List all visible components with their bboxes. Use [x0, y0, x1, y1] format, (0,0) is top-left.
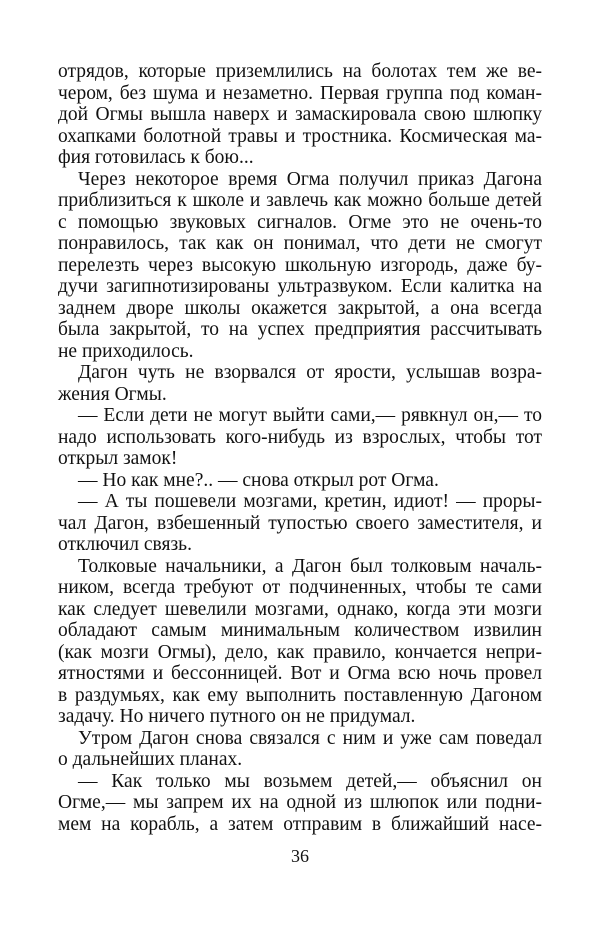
text-line: жения Огмы.	[58, 383, 167, 405]
text-line: не приходилось.	[58, 340, 194, 362]
text-line: отключил связь.	[58, 534, 192, 555]
text-line: — Но как мне?.. — снова открыл рот Огма.	[78, 469, 439, 491]
text-line: ятностями и бессонницей. Вот и Огма всю ночь провел	[58, 663, 542, 684]
text-line: дучи загипнотизированы ультразвуком. Если калитка на	[58, 276, 542, 297]
text-line: Толковые начальники, а Дагон был толковым началь-	[78, 555, 542, 577]
text-line: ником, всегда требуют от подчиненных, чтобы те сами	[58, 577, 542, 598]
text-line: задачу. Но ничего путного он не придумал.	[58, 706, 416, 727]
book-page-body	[58, 61, 542, 835]
text-line: была закрытой, то на успех предприятия рассчитывать	[58, 319, 542, 340]
page-number: 36	[291, 846, 309, 866]
text-line: открыл замок!	[58, 448, 178, 469]
text-line: заднем дворе школы окажется закрытой, а она всегда	[58, 297, 542, 319]
text-line: фия готовилась к бою...	[58, 147, 254, 168]
text-line: — А ты пошевели мозгами, кретин, идиот! — проры-	[78, 491, 542, 512]
text-line: отрядов, которые приземлились на болотах тем же ве-	[58, 61, 542, 82]
text-line: приблизиться к школе и завлечь как можно больше детей	[58, 190, 542, 211]
text-line: чал Дагон, взбешенный тупостью своего заместителя, и	[58, 512, 542, 534]
text-line: — Как только мы возьмем детей,— объяснил он	[78, 770, 542, 792]
text-line: охапками болотной травы и тростника. Космическая ма-	[58, 125, 542, 147]
text-line: (как мозги Огмы), дело, как правило, кончается непри-	[58, 641, 542, 663]
text-line: — Если дети не могут выйти сами,— рявкнул он,— то	[78, 405, 542, 426]
text-line: как следует шевелили мозгами, однако, когда эти мозги	[58, 598, 542, 620]
text-line: о дальнейших планах.	[58, 749, 243, 770]
text-line: понравилось, так как он понимал, что дети не смогут	[58, 233, 542, 254]
text-line: мем на корабль, а затем отправим в ближайший насе-	[58, 813, 542, 835]
text-line: в раздумьях, как ему выполнить поставленную Дагоном	[58, 684, 542, 706]
text-line: надо использовать кого-нибудь из взрослых, чтобы тот	[58, 426, 542, 448]
text-line: чером, без шума и незаметно. Первая группа под коман-	[58, 82, 542, 104]
text-line: Огме,— мы запрем их на одной из шлюпок или подни-	[58, 792, 542, 813]
text-line: с помощью звуковых сигналов. Огме это не очень-то	[58, 211, 542, 233]
text-line: обладают самым минимальным количеством извилин	[58, 620, 542, 641]
text-line: Дагон чуть не взорвался от ярости, услышав возра-	[78, 362, 542, 383]
text-line: Утром Дагон снова связался с ним и уже сам поведал	[78, 727, 542, 749]
text-line: Через некоторое время Огма получил приказ Дагона	[78, 168, 542, 190]
text-line: дой Огмы вышла наверх и замаскировала свою шлюпку	[58, 104, 542, 125]
text-line: перелезть через высокую школьную изгородь, даже бу-	[58, 254, 542, 276]
